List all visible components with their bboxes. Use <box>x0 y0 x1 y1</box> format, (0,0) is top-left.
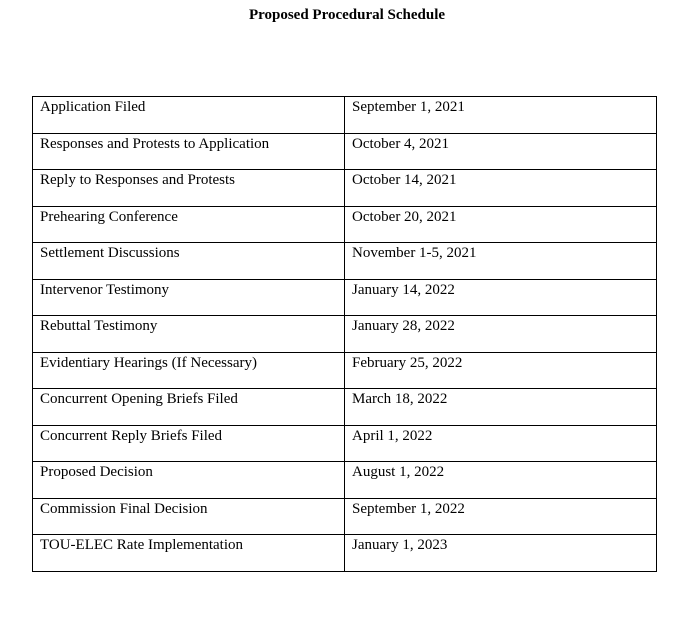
event-cell: Reply to Responses and Protests <box>33 170 345 207</box>
table-row <box>33 97 657 134</box>
table-row <box>33 206 657 243</box>
event-cell: Commission Final Decision <box>33 498 345 535</box>
date-cell: January 14, 2022 <box>345 279 657 316</box>
table-row <box>33 316 657 353</box>
date-cell: November 1-5, 2021 <box>345 243 657 280</box>
table-row <box>33 425 657 462</box>
date-cell: January 1, 2023 <box>345 535 657 572</box>
date-cell: September 1, 2022 <box>345 498 657 535</box>
table-row <box>33 498 657 535</box>
date-cell: October 14, 2021 <box>345 170 657 207</box>
table-row <box>33 279 657 316</box>
date-cell: October 20, 2021 <box>345 206 657 243</box>
date-cell: September 1, 2021 <box>345 97 657 134</box>
event-cell: Prehearing Conference <box>33 206 345 243</box>
document-title: Proposed Procedural Schedule <box>248 7 446 23</box>
date-cell: August 1, 2022 <box>345 462 657 499</box>
event-cell: Evidentiary Hearings (If Necessary) <box>33 352 345 389</box>
event-cell: Intervenor Testimony <box>33 279 345 316</box>
table-row <box>33 243 657 280</box>
date-cell: March 18, 2022 <box>345 389 657 426</box>
event-cell: Rebuttal Testimony <box>33 316 345 353</box>
event-cell: Responses and Protests to Application <box>33 133 345 170</box>
table-row <box>33 352 657 389</box>
event-cell: TOU-ELEC Rate Implementation <box>33 535 345 572</box>
event-cell: Concurrent Opening Briefs Filed <box>33 389 345 426</box>
event-cell: Settlement Discussions <box>33 243 345 280</box>
event-cell: Proposed Decision <box>33 462 345 499</box>
table-row <box>33 170 657 207</box>
date-cell: October 4, 2021 <box>345 133 657 170</box>
schedule-table <box>32 96 657 572</box>
date-cell: January 28, 2022 <box>345 316 657 353</box>
event-cell: Concurrent Reply Briefs Filed <box>33 425 345 462</box>
table-row <box>33 133 657 170</box>
table-row <box>33 535 657 572</box>
table-row <box>33 389 657 426</box>
table-row <box>33 462 657 499</box>
date-cell: April 1, 2022 <box>345 425 657 462</box>
date-cell: February 25, 2022 <box>345 352 657 389</box>
event-cell: Application Filed <box>33 97 345 134</box>
